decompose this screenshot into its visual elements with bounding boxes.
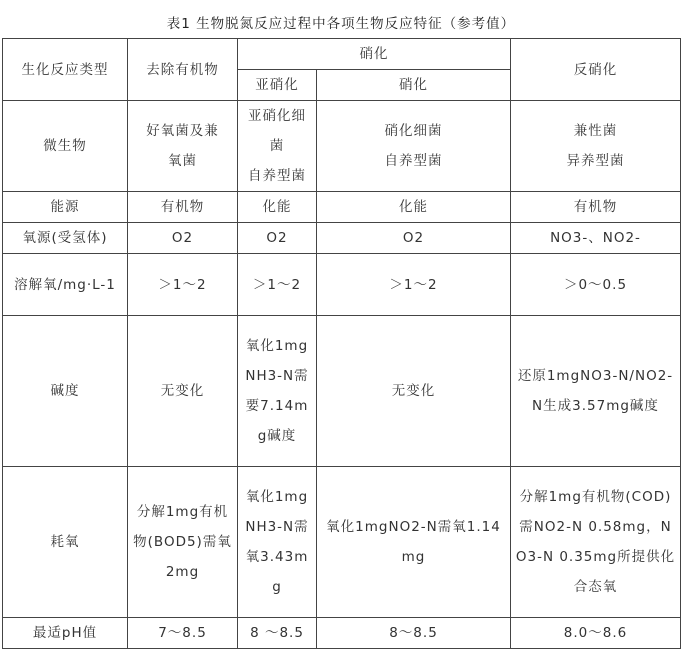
table-row <box>3 223 681 254</box>
cell-nitrification: 8～8.5 <box>317 618 511 649</box>
cell-denitrification: NO3-、NO2- <box>511 223 681 254</box>
cell-denitrification: ＞0～0.5 <box>511 254 681 316</box>
cell-nitritation: 8 ～8.5 <box>238 618 317 649</box>
cell-organic-removal: 分解1mg有机物(BOD5)需氧2mg <box>128 467 238 618</box>
cell-nitrification: O2 <box>317 223 511 254</box>
cell-denitrification: 兼性菌 异养型菌 <box>511 101 681 192</box>
cell-nitritation: 氧化1mgNH3-N需氧3.43mg <box>238 467 317 618</box>
row-label: 氧源(受氢体) <box>3 223 128 254</box>
cell-organic-removal: 7～8.5 <box>128 618 238 649</box>
cell-organic-removal: 有机物 <box>128 192 238 223</box>
cell-organic-removal: O2 <box>128 223 238 254</box>
table-row <box>3 101 681 192</box>
cell-organic-removal: ＞1～2 <box>128 254 238 316</box>
header-nitrification-group: 硝化 <box>238 39 511 70</box>
cell-denitrification: 还原1mgNO3-N/NO2-N生成3.57mg碱度 <box>511 316 681 467</box>
cell-nitritation: 亚硝化细 菌 自养型菌 <box>238 101 317 192</box>
table-row <box>3 618 681 649</box>
cell-denitrification: 8.0～8.6 <box>511 618 681 649</box>
header-nitrification: 硝化 <box>317 70 511 101</box>
cell-nitritation: O2 <box>238 223 317 254</box>
bio-reaction-table <box>2 38 681 649</box>
cell-nitritation: ＞1～2 <box>238 254 317 316</box>
cell-denitrification: 有机物 <box>511 192 681 223</box>
table-caption: 表1 生物脱氮反应过程中各项生物反应特征（参考值） <box>166 16 516 32</box>
table-row <box>3 467 681 618</box>
cell-organic-removal: 好氧菌及兼 氧菌 <box>128 101 238 192</box>
cell-nitrification: ＞1～2 <box>317 254 511 316</box>
header-organic-removal: 去除有机物 <box>128 39 238 101</box>
row-label: 溶解氧/mg·L-1 <box>3 254 128 316</box>
row-label: 最适pH值 <box>3 618 128 649</box>
cell-nitritation: 化能 <box>238 192 317 223</box>
table-row <box>3 254 681 316</box>
row-label: 耗氧 <box>3 467 128 618</box>
table-row <box>3 316 681 467</box>
cell-nitrification: 无变化 <box>317 316 511 467</box>
cell-nitrification: 硝化细菌 自养型菌 <box>317 101 511 192</box>
cell-organic-removal: 无变化 <box>128 316 238 467</box>
cell-nitrification: 氧化1mgNO2-N需氧1.14mg <box>317 467 511 618</box>
header-reaction-type: 生化反应类型 <box>3 39 128 101</box>
header-nitritation: 亚硝化 <box>238 70 317 101</box>
row-label: 微生物 <box>3 101 128 192</box>
cell-nitrification: 化能 <box>317 192 511 223</box>
table-row <box>3 192 681 223</box>
header-denitrification: 反硝化 <box>511 39 681 101</box>
cell-nitritation: 氧化1mgNH3-N需要7.14mg碱度 <box>238 316 317 467</box>
cell-denitrification: 分解1mg有机物(COD)需NO2-N 0.58mg，NO3-N 0.35mg所提供化合态氧 <box>511 467 681 618</box>
row-label: 能源 <box>3 192 128 223</box>
row-label: 碱度 <box>3 316 128 467</box>
